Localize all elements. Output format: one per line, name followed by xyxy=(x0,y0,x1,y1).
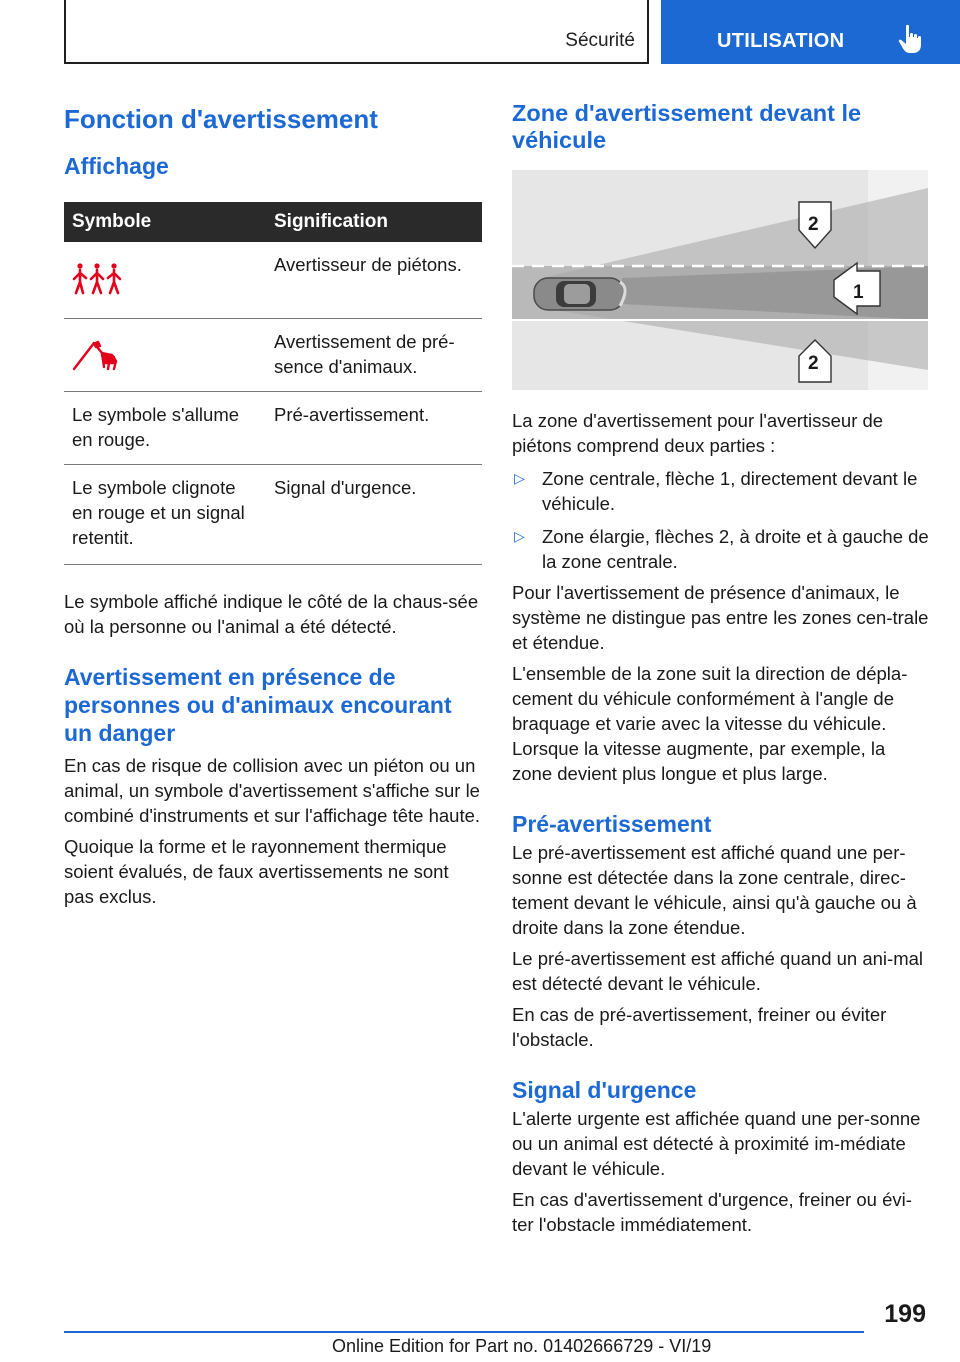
zone-title: Zone d'avertissement devant le véhicule xyxy=(512,100,862,153)
table-row xyxy=(64,242,482,318)
symbol-table xyxy=(64,202,482,565)
animal-warning-icon xyxy=(72,339,122,373)
table-row xyxy=(64,391,482,464)
header-chapter-label: UTILISATION xyxy=(717,30,845,52)
display-subtitle: Affichage xyxy=(64,153,169,179)
list-item: ▷ Zone élargie, flèches 2, à droite et à gauche de la zone centrale. xyxy=(514,526,929,572)
table-cell-symbol: Le symbole clignote en rouge et un signal retentit. xyxy=(64,464,266,564)
triangle-bullet-icon: ▷ xyxy=(514,470,525,486)
table-header-meaning: Signification xyxy=(266,202,482,242)
animals-paragraph: Pour l'avertissement de présence d'animaux, le système ne distingue pas entre les zones cen-trale et étendue. xyxy=(512,582,929,653)
table-cell-symbol: Le symbole s'allume en rouge. xyxy=(64,391,266,464)
urgent-paragraph-2: En cas d'avertissement d'urgence, freiner ou évi-ter l'obstacle immédiatement. xyxy=(512,1189,912,1235)
triangle-bullet-icon: ▷ xyxy=(514,528,525,544)
warning-zone-diagram xyxy=(512,170,928,390)
urgent-paragraph-1: L'alerte urgente est affichée quand une per-sonne ou un animal est détecté à proximité im-médiate devant le véhicule. xyxy=(512,1108,921,1179)
table-note: Le symbole affiché indique le côté de la chaus-sée où la personne ou l'animal a été détecté. xyxy=(64,590,479,637)
table-header-symbol: Symbole xyxy=(64,202,266,242)
arrow-1-label: 1 xyxy=(853,282,864,303)
table-cell-meaning: Avertisseur de piétons. xyxy=(266,242,482,318)
pre-warning-paragraph-2: Le pré-avertissement est affiché quand un ani-mal est détecté devant le véhicule. xyxy=(512,948,924,994)
pre-warning-paragraph-3: En cas de pré-avertissement, freiner ou éviter l'obstacle. xyxy=(512,1004,887,1050)
pre-warning-title: Pré-avertissement xyxy=(512,811,712,837)
section-title-danger: Avertissement en présence de personnes ou d'animaux encourant un danger xyxy=(64,663,452,746)
zone-list xyxy=(512,466,930,574)
danger-paragraph-1: En cas de risque de collision avec un piéton ou un animal, un symbole d'avertissement s'affiche sur le combiné d'instruments et sur l'affichage tête haute. xyxy=(64,754,481,826)
page-title: Fonction d'avertissement xyxy=(64,104,378,134)
danger-paragraph-2: Quoique la forme et le rayonnement thermique soient évalués, de faux avertissements ne sont pas exclus. xyxy=(64,835,449,907)
table-row xyxy=(64,318,482,391)
zone-paragraph: L'ensemble de la zone suit la direction de dépla-cement du véhicule conformément à l'angle de braquage et varie avec la vitesse du véhicule. Lorsque la vitesse augmente, par exemple, la zone devient plus longue et plus large. xyxy=(512,663,908,784)
footer-edition: Online Edition for Part no. 01402666729 - VI/19 xyxy=(332,1336,712,1356)
left-column xyxy=(64,100,482,909)
table-cell-meaning: Avertissement de pré-sence d'animaux. xyxy=(266,318,482,391)
table-cell-symbol xyxy=(64,242,266,318)
header-section-tab xyxy=(64,0,649,64)
arrow-2-top-label: 2 xyxy=(808,214,819,235)
table-cell-meaning: Pré-avertissement. xyxy=(266,391,482,464)
urgent-signal-title: Signal d'urgence xyxy=(512,1077,697,1103)
header-chapter-tab[interactable] xyxy=(661,0,960,64)
pre-warning-paragraph-1: Le pré-avertissement est affiché quand une per-sonne est détectée dans la zone centrale, direc-tement devant le véhicule, ainsi qu'à gauche ou à droite dans la zone étendue. xyxy=(512,842,917,938)
car-icon xyxy=(534,278,625,310)
list-item: ▷ Zone centrale, flèche 1, directement devant le véhicule. xyxy=(514,468,918,514)
table-header-row xyxy=(64,202,482,242)
pedestrians-warning-icon xyxy=(72,262,122,296)
page-number: 199 xyxy=(884,1300,926,1328)
header-section-label: Sécurité xyxy=(565,30,635,51)
zone-intro: La zone d'avertissement pour l'avertisseur de piétons comprend deux parties : xyxy=(512,410,884,456)
pointing-hand-icon xyxy=(897,24,923,54)
table-row xyxy=(64,464,482,564)
right-column xyxy=(512,100,930,1237)
table-cell-symbol xyxy=(64,318,266,391)
arrow-2-bottom-label: 2 xyxy=(808,353,819,374)
footer-divider xyxy=(64,1331,864,1333)
table-cell-meaning: Signal d'urgence. xyxy=(266,464,482,564)
